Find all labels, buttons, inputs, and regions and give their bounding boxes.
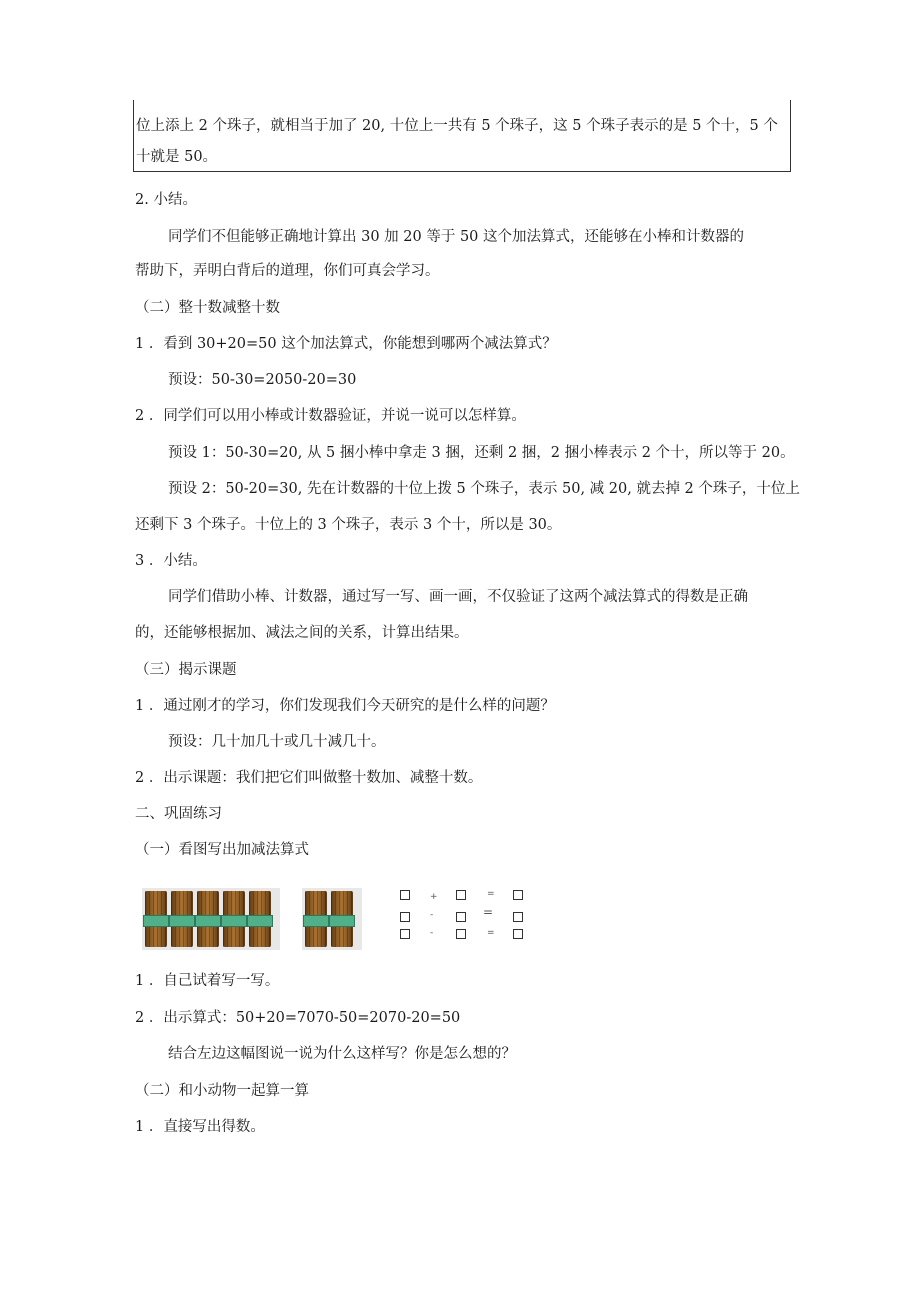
bundles-group-two	[302, 888, 362, 950]
list-item: 3 ．小结。	[135, 553, 207, 569]
stick-bundle	[305, 891, 327, 947]
section-heading: 二、巩固练习	[135, 806, 222, 822]
preset-line: 预设 2：50-20=30, 先在计数器的十位上拨 5 个珠子，表示 50, 减 20, 就去掉 2 个珠子，十位上	[168, 481, 800, 497]
equals-sign: =	[483, 905, 494, 919]
continued-text-box	[133, 100, 791, 172]
paragraph-line: 的，还能够根据加、减法之间的关系，计算出结果。	[135, 625, 469, 641]
answer-box	[513, 890, 523, 900]
list-item: 1 ．看到 30+20=50 这个加法算式，你能想到哪两个减法算式？	[135, 336, 557, 352]
answer-box	[400, 912, 410, 922]
paragraph-line: 同学们借助小棒、计数器，通过写一写、画一画，不仅验证了这两个减法算式的得数是正确	[168, 589, 748, 605]
stick-bundle	[171, 891, 193, 947]
equals-sign: =	[487, 889, 495, 899]
section-heading: （二）和小动物一起算一算	[135, 1083, 309, 1099]
preset-line: 预设 1：50-30=20, 从 5 捆小棒中拿走 3 捆，还剩 2 捆，2 捆小棒表示 2 个十，所以等于 20。	[168, 445, 795, 461]
section-summary-heading: 2. 小结。	[135, 192, 197, 208]
paragraph-line: 还剩下 3 个珠子。十位上的 3 个珠子，表示 3 个十，所以是 30。	[135, 517, 562, 533]
box-line-2: 十就是 50。	[136, 149, 218, 165]
list-item: 2 ．出示算式：50+20=7070-50=2070-20=50	[135, 1010, 461, 1026]
section-heading: （三）揭示课题	[135, 662, 237, 678]
stick-bundle	[197, 891, 219, 947]
answer-box	[513, 912, 523, 922]
box-line-1: 位上添上 2 个珠子，就相当于加了 20, 十位上一共有 5 个珠子，这 5 个珠子表示的是 5 个十，5 个	[136, 118, 778, 134]
answer-box	[400, 890, 410, 900]
list-item: 2 ．同学们可以用小棒或计数器验证，并说一说可以怎样算。	[135, 408, 526, 424]
list-item: 1 ．直接写出得数。	[135, 1119, 265, 1135]
preset-line: 预设：50-30=2050-20=30	[168, 372, 357, 388]
section-heading: （一）看图写出加减法算式	[135, 842, 309, 858]
stick-bundle	[145, 891, 167, 947]
paragraph-line: 结合左边这幅图说一说为什么这样写？你是怎么想的？	[168, 1046, 516, 1062]
list-item: 1 ．通过刚才的学习，你们发现我们今天研究的是什么样的问题？	[135, 698, 555, 714]
answer-box	[456, 929, 466, 939]
preset-line: 预设：几十加几十或几十减几十。	[168, 734, 386, 750]
paragraph-line: 同学们不但能够正确地计算出 30 加 20 等于 50 这个加法算式，还能够在小棒和计数器的	[168, 229, 745, 245]
answer-box	[456, 912, 466, 922]
answer-box	[513, 929, 523, 939]
list-item: 2 ．出示课题：我们把它们叫做整十数加、减整十数。	[135, 770, 483, 786]
list-item: 1 ．自己试着写一写。	[135, 973, 280, 989]
minus-sign: -	[430, 910, 434, 920]
paragraph-line: 帮助下，弄明白背后的道理，你们可真会学习。	[135, 263, 440, 279]
bundles-group-five	[142, 888, 280, 950]
section-heading: （二）整十数减整十数	[135, 300, 280, 316]
plus-sign: +	[430, 892, 438, 902]
stick-bundle	[223, 891, 245, 947]
answer-box	[400, 929, 410, 939]
minus-sign: -	[430, 928, 434, 938]
stick-bundle	[249, 891, 271, 947]
equals-sign: =	[487, 928, 495, 938]
answer-box	[456, 890, 466, 900]
stick-bundle	[331, 891, 353, 947]
